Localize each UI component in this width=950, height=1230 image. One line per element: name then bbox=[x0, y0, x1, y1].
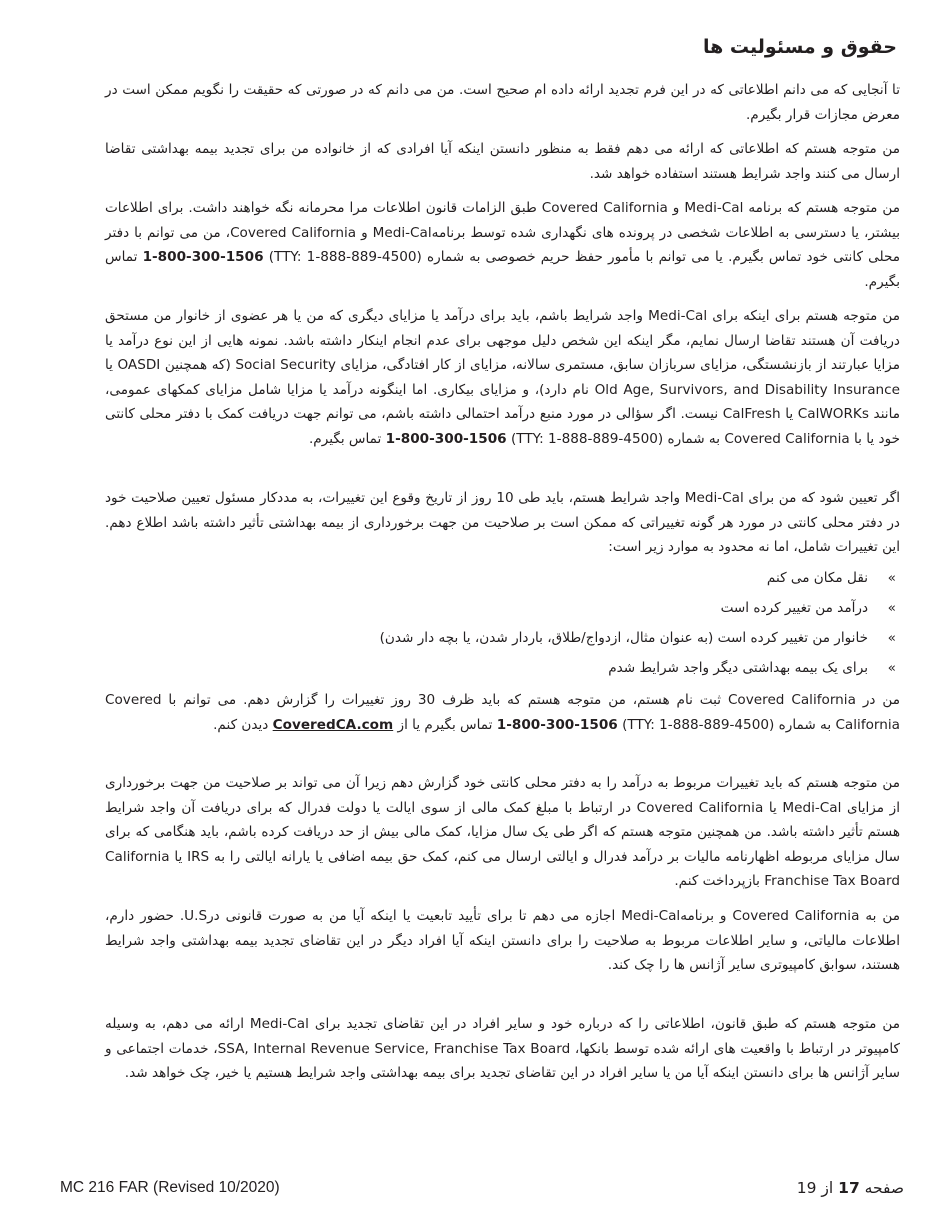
list-item: » برای یک بیمه بهداشتی دیگر واجد شرایط شدم bbox=[105, 653, 900, 683]
benefits-tty: (TTY: 1-888-889-4500) bbox=[510, 430, 664, 447]
privacy-text-end: تماس بگیرم. bbox=[105, 249, 900, 290]
page-title: حقوق و مسئولیت ها bbox=[703, 36, 897, 58]
cc-text-end: دیدن کنم. bbox=[213, 716, 269, 733]
form-identifier: MC 216 FAR (Revised 10/2020) bbox=[60, 1179, 280, 1196]
cc-text-mid: تماس بگیرم یا از bbox=[397, 716, 493, 733]
privacy-tty: (TTY: 1-888-889-4500) bbox=[268, 249, 422, 265]
cc-tty: (TTY: 1-888-889-4500) bbox=[622, 716, 775, 733]
paragraph-covered-california-changes bbox=[105, 688, 900, 737]
benefits-text: من متوجه هستم برای اینکه برای Medi-Cal واجد شرایط باشم، باید برای درآمد یا مزایای دیگری که من یا هر عضوی از خانوار من مستحق دریافت آن هستند تقاضا ارسال نمایم، مگر اینکه این شخص دلیل موجهی برای عدم انجام اینکار داشته باشد. نمونه هایی از این نوع درآمد یا مزایا عبارتند از بازنشستگی، مزایای سربازان سابق، مستمری سالانه، مزایای از کار افتادگی، مزایای Social Security (که همچنین OASDI یا Old Age, Survivors, and Disability Insurance نام دارد)، و مزایای بیکاری. اما اینگونه درآمد یا مزایا شامل مزایای کمکهای عمومی، مانند CalWORKs یا CalFresh نیست. اگر سؤالی در مورد منبع درآمد احتمالی داشته باشم، می توانم جهت دریافت کمک با دفتر محلی کانتی خود یا با Covered California به شماره bbox=[105, 308, 901, 447]
paragraph-other-benefits bbox=[105, 304, 900, 451]
paragraph-report-changes: اگر تعیین شود که من برای Medi-Cal واجد شرایط هستم، باید طی 10 روز از تاریخ وقوع این تغییرات، به مددکار مسئول تعیین صلاحیت خود در دفتر محلی کانتی در مورد هر گونه تغییراتی که ممکن است بر صلاحیت من جهت برخورداری از بیمه بهداشتی تأثیر داشته باشد اطلاع دهم. این تغییرات شامل، اما نه محدود به موارد زیر است: bbox=[105, 490, 900, 555]
bullet-mark: » bbox=[887, 570, 896, 586]
benefits-text-end: تماس بگیرم. bbox=[308, 430, 382, 447]
benefits-phone: 1-800-300-1506 bbox=[385, 430, 507, 447]
paragraph-computer-verification: من متوجه هستم که طبق قانون، اطلاعاتی را که درباره خود و سایر افراد در این تقاضای تجدید برای Medi-Cal ارائه می دهم، به وسیله کامپیوتر در ارتباط با واقعیت های ارائه شده توسط بانکها، SSA, Internal Revenue Service, Franchise Tax Board، خدمات اجتماعی و سایر آژانس ها برای دانستن اینکه آیا من یا سایر افراد در این تقاضای تجدید برای بیمه بهداشتی واجد شرایط هستیم یا خیر، چک خواهد شد. bbox=[105, 1016, 900, 1081]
list-item: » درآمد من تغییر کرده است bbox=[105, 593, 900, 623]
paragraph-privacy bbox=[105, 196, 900, 294]
cc-text: من در Covered California ثبت نام هستم، من متوجه هستم که باید ظرف 30 روز تغییرات را گزارش دهم. می توانم با Covered California به شماره bbox=[105, 692, 900, 733]
list-item: » خانوار من تغییر کرده است (به عنوان مثال، ازدواج/طلاق، باردار شدن، یا بچه دار شدن) bbox=[105, 623, 900, 653]
paragraph-truthfulness: تا آنجایی که می دانم اطلاعاتی که در این فرم تجدید ارائه داده ام صحیح است. من می دانم که در صورتی که حقیقت را نگویم ممکن است در معرض مجازات قرار بگیرم. bbox=[105, 82, 900, 123]
page-number: صفحه 17 از 19 bbox=[796, 1179, 904, 1197]
list-item: » نقل مکان می کنم bbox=[105, 563, 900, 593]
bullet-mark: » bbox=[887, 600, 896, 616]
bullet-mark: » bbox=[887, 630, 896, 646]
changes-list bbox=[105, 563, 900, 683]
bullet-mark: » bbox=[887, 660, 896, 676]
privacy-phone: 1-800-300-1506 bbox=[142, 249, 264, 265]
privacy-text: من متوجه هستم که برنامه Medi-Cal و Covered California طبق الزامات قانون اطلاعات مرا محرمانه نگه خواهند داشت. برای اطلاعات بیشتر، یا دسترسی به اطلاعات شخصی در پرونده های نگهداری شده توسط برنامهMedi-Cal و Covered California، من می توانم با دفتر محلی کانتی خود تماس بگیرم. یا می توانم با مأمور حفظ حریم خصوصی به شماره bbox=[105, 200, 901, 265]
paragraph-records-check: من به Covered California و برنامهMedi-Cal اجازه می دهم تا برای تأیید تابعیت یا اینکه آیا من به صورت قانونی درU.S. حضور دارم، اطلاعات مالیاتی، و سایر اطلاعات مربوط به صلاحیت را برای دانستن اینکه آیا افراد دیگر در این تقاضای تجدید بیمه بهداشتی واجد شرایط هستند، سوابق کامپیوتری سایر آژانس ها را چک کند. bbox=[105, 908, 900, 973]
coveredca-link[interactable]: CoveredCA.com bbox=[272, 716, 394, 733]
paragraph-income-changes: من متوجه هستم که باید تغییرات مربوط به درآمد را به دفتر محلی کانتی خود گزارش دهم زیرا آن می تواند بر صلاحیت من جهت برخورداری از مزایای Medi-Cal یا Covered California در ارتباط با مبلغ کمک مالی از سوی ایالت یا دولت فدرال که برای دریافت آن واجد شرایط هستم تأثیر داشته باشد. من همچنین متوجه هستم که اگر طی یک سال مزایا، کمک مالی بیش از حد دریافت کرده باشم، باید هنگامی که برای سال مزایای مربوطه اظهارنامه مالیات بر درآمد فدرال و ایالتی ارسال می کنم، کمک حق بیمه اضافی یا یارانه ایالتی را به IRS یا California Franchise Tax Board بازپرداخت کنم. bbox=[105, 775, 900, 889]
cc-phone: 1-800-300-1506 bbox=[496, 716, 618, 733]
paragraph-info-usage: من متوجه هستم که اطلاعاتی که ارائه می دهم فقط به منظور دانستن اینکه آیا افرادی که از خانواده من برای تجدید بیمه بهداشتی تقاضا ارسال می کنند واجد شرایط هستند استفاده خواهد شد. bbox=[105, 141, 900, 182]
